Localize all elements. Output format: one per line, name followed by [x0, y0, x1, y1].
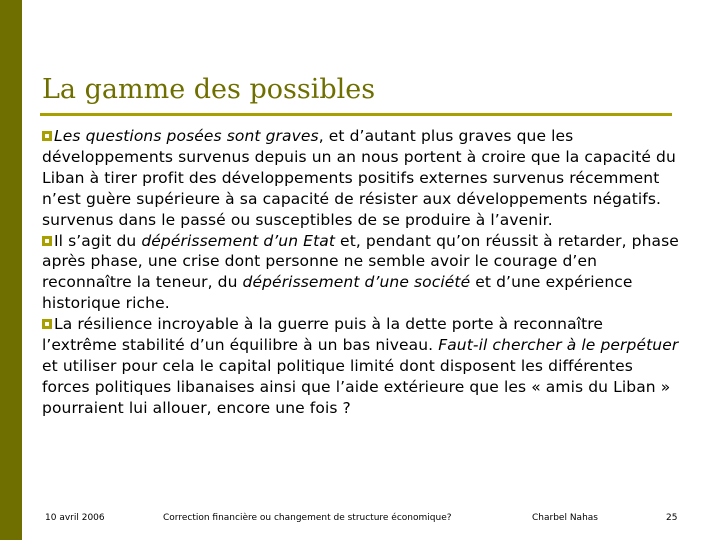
paragraph-segment: Faut-il chercher à le perpétuer	[438, 336, 679, 355]
paragraph-segment: , et d’autant plus graves que les développements survenus depuis un an nous portent à croire que la capacité du Liban à tirer profit des développements positifs externes survenus récemment n’est guère supérieure à sa capacité de résister aux développements négatifs. survenus dans le passé ou susceptibles de se produire à l’avenir.	[42, 127, 676, 229]
paragraph-segment: dépérissement d’une société	[242, 273, 471, 292]
paragraph-segment: dépérissement d’un Etat	[141, 231, 336, 250]
title-underline	[40, 113, 672, 116]
paragraph-segment: Les questions posées sont graves	[54, 127, 319, 145]
paragraph-segment: et, pendant qu’on réussit à retarder, phase après phase, une crise dont personne ne semble avoir le courage d’en reconnaître la teneur, du	[42, 231, 679, 292]
footer-page-number: 25	[666, 513, 678, 523]
bullet-paragraph-3	[42, 314, 682, 419]
slide-title: La gamme des possibles	[42, 74, 376, 105]
paragraph-segment: et utiliser pour cela le capital politique limité dont disposent les différentes forces politiques libanaises ainsi que l’aide extérieure que les « amis du Liban » pourraient lui allouer, encore une fois ?	[42, 356, 671, 417]
bullet-paragraph-1	[42, 126, 682, 231]
left-accent-bar	[0, 0, 22, 540]
square-bullet-icon	[42, 236, 52, 246]
square-bullet-icon	[42, 131, 52, 141]
paragraph-segment: Il s’agit du	[54, 231, 142, 250]
paragraph-segment: La résilience incroyable à la guerre puis à la dette porte à reconnaître l’extrême stabilité d’un équilibre à un bas niveau.	[42, 315, 604, 355]
square-bullet-icon	[42, 319, 52, 329]
footer-subject: Correction financière ou changement de structure économique?	[163, 513, 452, 523]
bullet-paragraph-2	[42, 231, 682, 315]
footer-date: 10 avril 2006	[45, 513, 105, 523]
footer-author: Charbel Nahas	[532, 513, 598, 523]
paragraph-segment: et d’une expérience historique riche.	[42, 273, 633, 313]
slide-body	[42, 126, 682, 419]
